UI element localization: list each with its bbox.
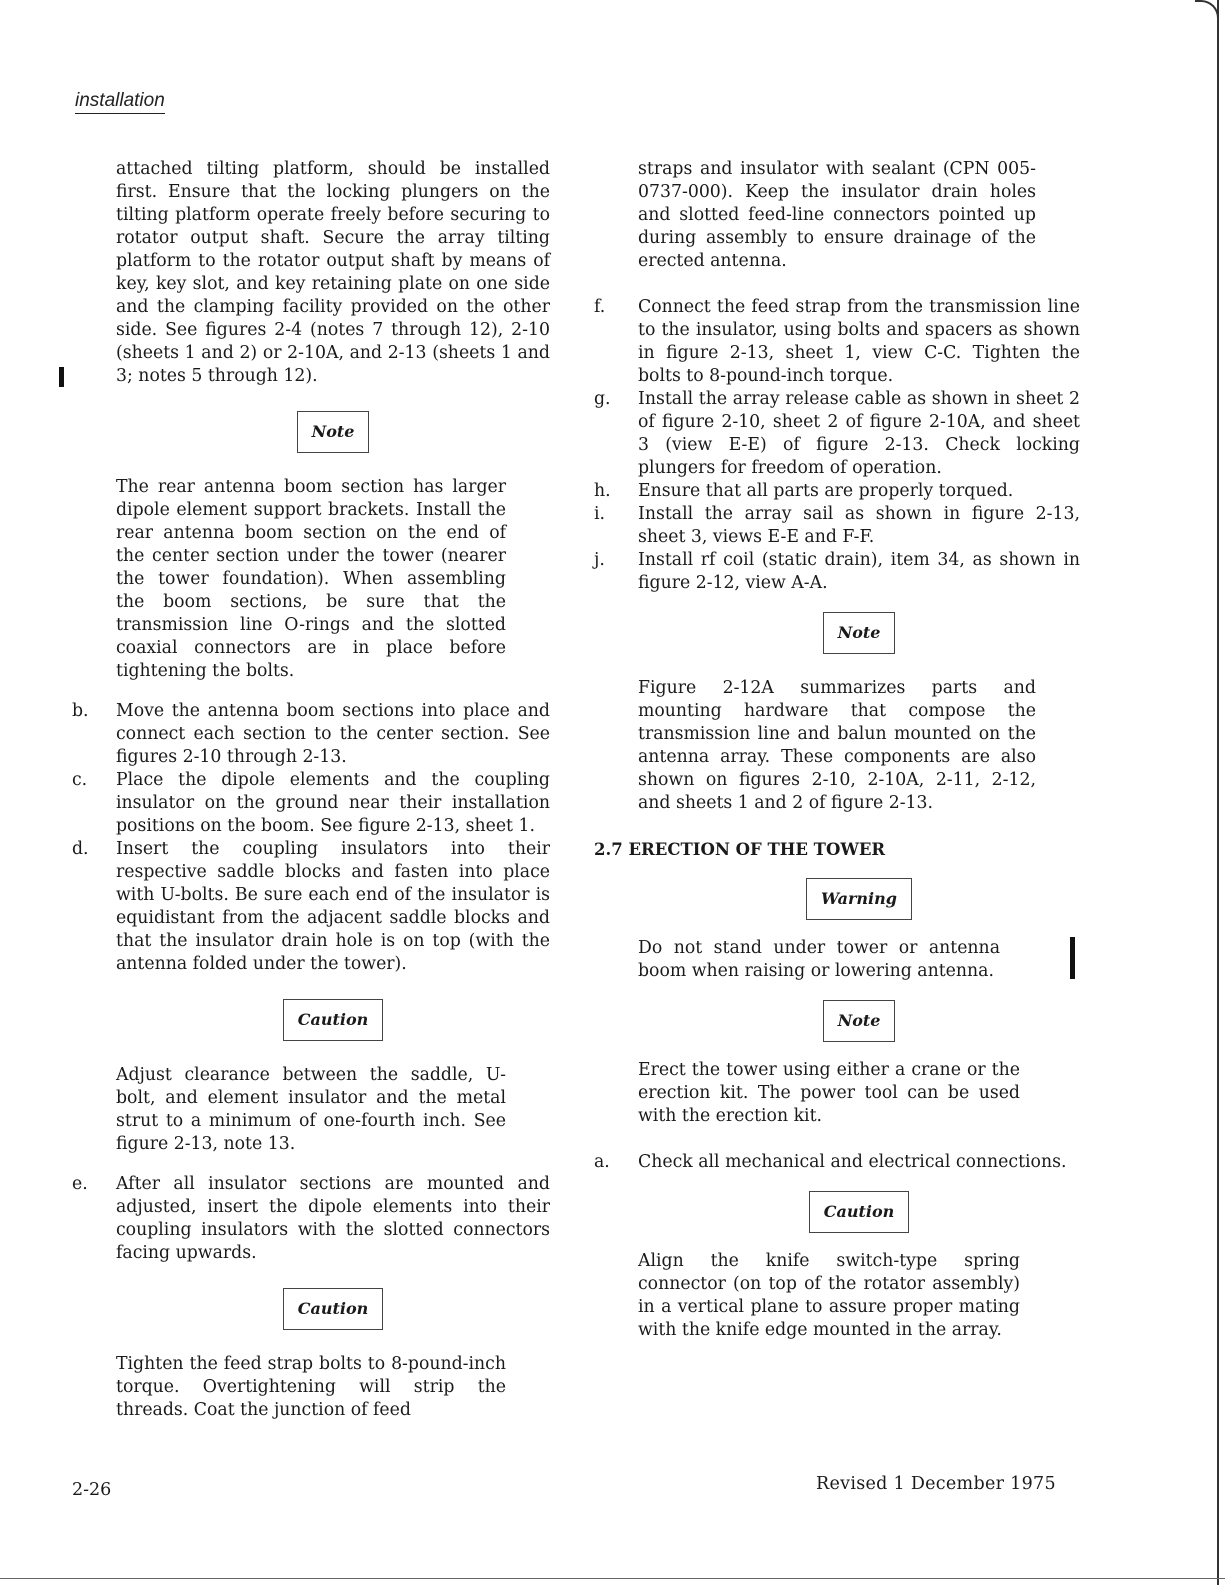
item-letter: a. [594,1152,610,1172]
list-item [72,700,550,769]
change-bar-left [59,367,64,387]
list-item [594,549,1080,595]
caution-box: Caution [283,1288,384,1330]
right-column [594,158,1080,1342]
item-letter: f. [594,297,606,317]
list-item [72,838,550,976]
continued-paragraph: straps and insulator with sealant (CPN 005-0737-000). Keep the insulator drain holes and slotted feed-line connectors pointed up during assembly to ensure drainage of the erected antenna. [638,159,1036,271]
left-column [72,158,550,1422]
item-letter: e. [72,1174,88,1194]
item-letter: b. [72,701,89,721]
page-number: 2-26 [72,1480,112,1500]
item-letter: g. [594,389,611,409]
note-text: Figure 2-12A summarizes parts and mounting hardware that compose the transmission line and balun mounted on the antenna array. These components are also shown on figures 2-10, 2-10A, 2-11, 2-12, and sheets 1 and 2 of figure 2-13. [638,678,1036,813]
note-box: Note [297,411,370,453]
item-text: After all insulator sections are mounted and adjusted, insert the dipole elements into their coupling insulators with the slotted connectors facing upwards. [116,1174,550,1263]
list-item [594,480,1080,503]
page-corner [1195,0,1219,24]
item-text: Ensure that all parts are properly torqued. [638,481,1014,501]
page-edge [1217,0,1219,1585]
note-text: The rear antenna boom section has larger dipole element support brackets. Install the rear antenna boom section on the end of the center section under the tower (nearer the tower foundation). When assembling the boom sections, be sure that the transmission line O-rings and the slotted coaxial connectors are in place before tightening the bolts. [116,477,506,681]
caution-box: Caution [283,999,384,1041]
caution-box: Caution [809,1191,910,1233]
note-box: Note [823,612,896,654]
item-text: Check all mechanical and electrical connections. [638,1152,1067,1172]
list-item [72,769,550,838]
item-text: Install the array release cable as shown in sheet 2 of figure 2-10, sheet 2 of figure 2-10A, and sheet 3 (view E-E) of figure 2-13. Check locking plungers for freedom of operation. [638,389,1080,478]
list-item [594,1151,1080,1174]
note-text: Erect the tower using either a crane or the erection kit. The power tool can be used with the erection kit. [638,1060,1020,1126]
caution-text: Tighten the feed strap bolts to 8-pound-inch torque. Overtightening will strip the threads. Coat the junction of feed [116,1354,506,1420]
list-item [594,296,1080,388]
item-text: Connect the feed strap from the transmission line to the insulator, using bolts and spacers as shown in figure 2-13, sheet 1, view C-C. Tighten the bolts to 8-pound-inch torque. [638,297,1080,386]
intro-paragraph: attached tilting platform, should be installed first. Ensure that the locking plungers on the tilting platform operate freely before securing to rotator output shaft. Secure the array tilting platform to the rotator output shaft by means of key, key slot, and key retaining plate on one side and the clamping facility provided on the other side. See figures 2-4 (notes 7 through 12), 2-10 (sheets 1 and 2) or 2-10A, and 2-13 (sheets 1 and 3; notes 5 through 12). [116,159,550,386]
item-letter: h. [594,481,611,501]
list-item [594,503,1080,549]
item-text: Insert the coupling insulators into their respective saddle blocks and fasten into place with U-bolts. Be sure each end of the insulator is equidistant from the adjacent saddle blocks and that the insulator drain hole is on top (with the antenna folded under the tower). [116,839,550,974]
list-item [72,1173,550,1265]
item-text: Install rf coil (static drain), item 34, as shown in figure 2-12, view A-A. [638,550,1080,593]
running-head: installation [75,90,165,114]
page-bottom-edge [0,1578,1225,1579]
list-item [594,388,1080,480]
item-letter: c. [72,770,88,790]
note-box: Note [823,1000,896,1042]
item-letter: i. [594,504,606,524]
caution-text: Adjust clearance between the saddle, U-bolt, and element insulator and the metal strut to a minimum of one-fourth inch. See figure 2-13, note 13. [116,1065,506,1154]
warning-box: Warning [806,878,912,920]
revision-date: Revised 1 December 1975 [816,1474,1056,1494]
caution-text: Align the knife switch-type spring connector (on top of the rotator assembly) in a vertical plane to assure proper mating with the knife edge mounted in the array. [638,1251,1020,1340]
item-text: Move the antenna boom sections into place and connect each section to the center section. See figures 2-10 through 2-13. [116,701,550,767]
item-letter: j. [594,550,605,570]
item-text: Install the array sail as shown in figure 2-13, sheet 3, views E-E and F-F. [638,504,1080,547]
item-text: Place the dipole elements and the coupling insulator on the ground near their installation positions on the boom. See figure 2-13, sheet 1. [116,770,550,836]
warning-text: Do not stand under tower or antenna boom when raising or lowering antenna. [638,938,1000,981]
section-heading: 2.7 ERECTION OF THE TOWER [594,840,886,859]
item-letter: d. [72,839,89,859]
